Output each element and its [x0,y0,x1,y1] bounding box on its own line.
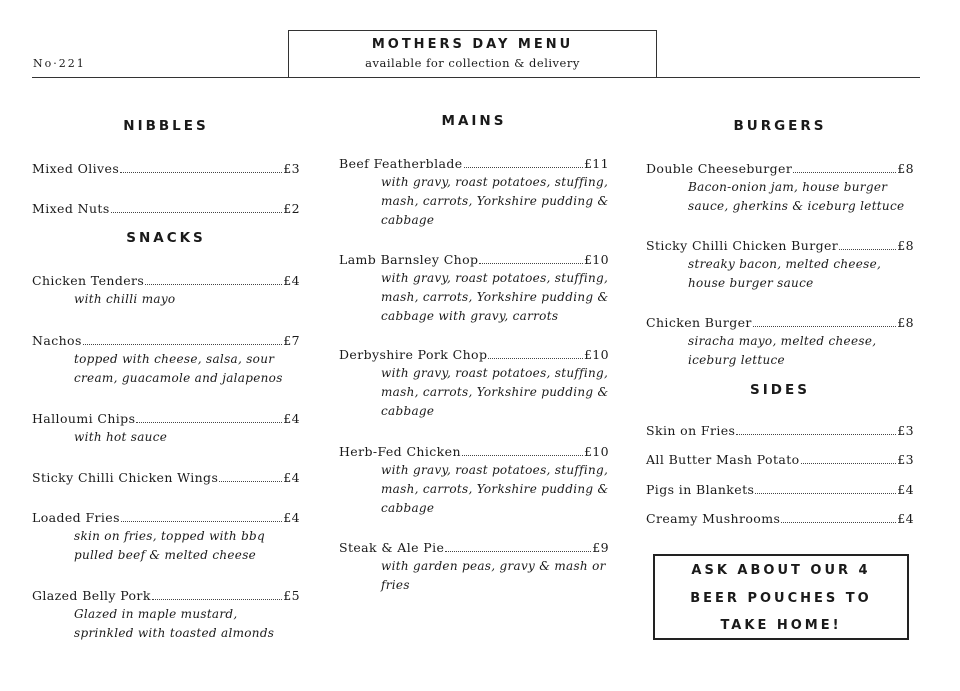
menu-item [32,510,300,565]
item-price: £8 [897,238,914,253]
item-price: £4 [283,273,300,288]
title-box [288,30,657,77]
item-name: Chicken Burger [646,315,752,330]
menu-title: MOTHERS DAY MENU [371,37,574,52]
menu-item [646,238,914,293]
dot-leader [136,422,282,423]
promo-line: BEER POUCHES TO [690,590,872,606]
menu-item [646,452,914,467]
item-description: with chilli mayo [74,292,176,306]
item-price: £4 [897,511,914,526]
dot-leader [793,172,896,173]
item-price: £9 [592,540,609,555]
dot-leader [111,212,283,213]
item-price: £4 [283,510,300,525]
item-price: £3 [897,452,914,467]
promo-line: TAKE HOME! [720,618,842,633]
dot-leader [219,481,282,482]
item-name: Creamy Mushrooms [646,511,781,526]
menu-item [32,588,300,643]
item-name: Steak & Ale Pie [339,540,445,555]
dot-leader [145,284,282,285]
item-description: with gravy, roast potatoes, stuffing, mash, carrots, Yorkshire pudding & cabbage [381,366,609,418]
header-rule [32,77,920,78]
item-name: Loaded Fries [32,510,120,525]
dot-leader [753,326,896,327]
item-name: Mixed Nuts [32,201,110,216]
item-description: streaky bacon, melted cheese, house burger sauce [688,257,882,290]
item-price: £8 [897,161,914,176]
item-price: £2 [283,201,300,216]
item-description: topped with cheese, salsa, sour cream, guacamole and jalapenos [74,352,283,385]
item-name: Nachos [32,333,82,348]
menu-item [339,540,609,595]
menu-item [339,347,609,421]
promo-line: ASK ABOUT OUR 4 [691,563,871,578]
section-heading-burgers: BURGERS [733,118,827,134]
menu-item [339,156,609,230]
item-price: £4 [283,411,300,426]
item-name: Glazed Belly Pork [32,588,151,603]
menu-item [646,511,914,526]
item-description: Glazed in maple mustard, sprinkled with toasted almonds [74,607,275,640]
item-description: Bacon-onion jam, house burger sauce, gherkins & iceburg lettuce [688,180,905,213]
item-description: with gravy, roast potatoes, stuffing, mash, carrots, Yorkshire pudding & cabbage [381,175,609,227]
dot-leader [488,358,583,359]
section-heading-sides: SIDES [750,382,810,398]
item-name: Chicken Tenders [32,273,145,288]
menu-item [646,315,914,370]
dot-leader [801,463,897,464]
section-heading-mains: MAINS [441,113,507,129]
menu-item [32,273,300,309]
item-description: with hot sauce [74,430,168,444]
dot-leader [464,167,583,168]
menu-subtitle: available for collection & delivery [365,56,580,70]
item-price: £11 [583,156,609,171]
section-heading-snacks: SNACKS [126,230,206,246]
item-price: £7 [283,333,300,348]
menu-item [646,423,914,438]
item-price: £3 [283,161,300,176]
item-price: £3 [897,423,914,438]
item-name: Derbyshire Pork Chop [339,347,488,362]
menu-item [32,161,300,176]
menu-number: No·221 [33,57,86,70]
dot-leader [755,493,896,494]
item-name: Beef Featherblade [339,156,463,171]
item-price: £4 [897,482,914,497]
menu-item [32,470,300,485]
item-price: £8 [897,315,914,330]
menu-item [32,333,300,388]
item-name: Herb-Fed Chicken [339,444,461,459]
dot-leader [839,249,896,250]
dot-leader [781,522,896,523]
item-price: £10 [583,252,609,267]
item-name: Halloumi Chips [32,411,136,426]
dot-leader [462,455,583,456]
item-name: Double Cheeseburger [646,161,793,176]
item-price: £4 [283,470,300,485]
item-price: £5 [283,588,300,603]
menu-item [339,444,609,518]
item-name: Mixed Olives [32,161,120,176]
item-description: with gravy, roast potatoes, stuffing, mash, carrots, Yorkshire pudding & cabbage [381,463,609,515]
item-price: £10 [583,444,609,459]
item-name: Sticky Chilli Chicken Burger [646,238,839,253]
menu-item [339,252,609,326]
item-name: Sticky Chilli Chicken Wings [32,470,219,485]
dot-leader [736,434,896,435]
promo-box [653,554,909,640]
dot-leader [445,551,591,552]
section-heading-nibbles: NIBBLES [123,118,209,134]
menu-item [32,411,300,447]
item-description: with gravy, roast potatoes, stuffing, mash, carrots, Yorkshire pudding & cabbage with gravy, carrots [381,271,609,323]
item-description: with garden peas, gravy & mash or fries [381,559,606,592]
dot-leader [479,263,583,264]
item-description: skin on fries, topped with bbq pulled beef & melted cheese [74,529,266,562]
item-price: £10 [583,347,609,362]
dot-leader [152,599,282,600]
item-name: Lamb Barnsley Chop [339,252,479,267]
item-name: Pigs in Blankets [646,482,755,497]
item-name: All Butter Mash Potato [646,452,800,467]
dot-leader [120,172,282,173]
menu-item [32,201,300,216]
item-name: Skin on Fries [646,423,736,438]
menu-item [646,161,914,216]
item-description: siracha mayo, melted cheese, iceburg lettuce [688,334,877,367]
dot-leader [83,344,282,345]
menu-item [646,482,914,497]
dot-leader [121,521,282,522]
